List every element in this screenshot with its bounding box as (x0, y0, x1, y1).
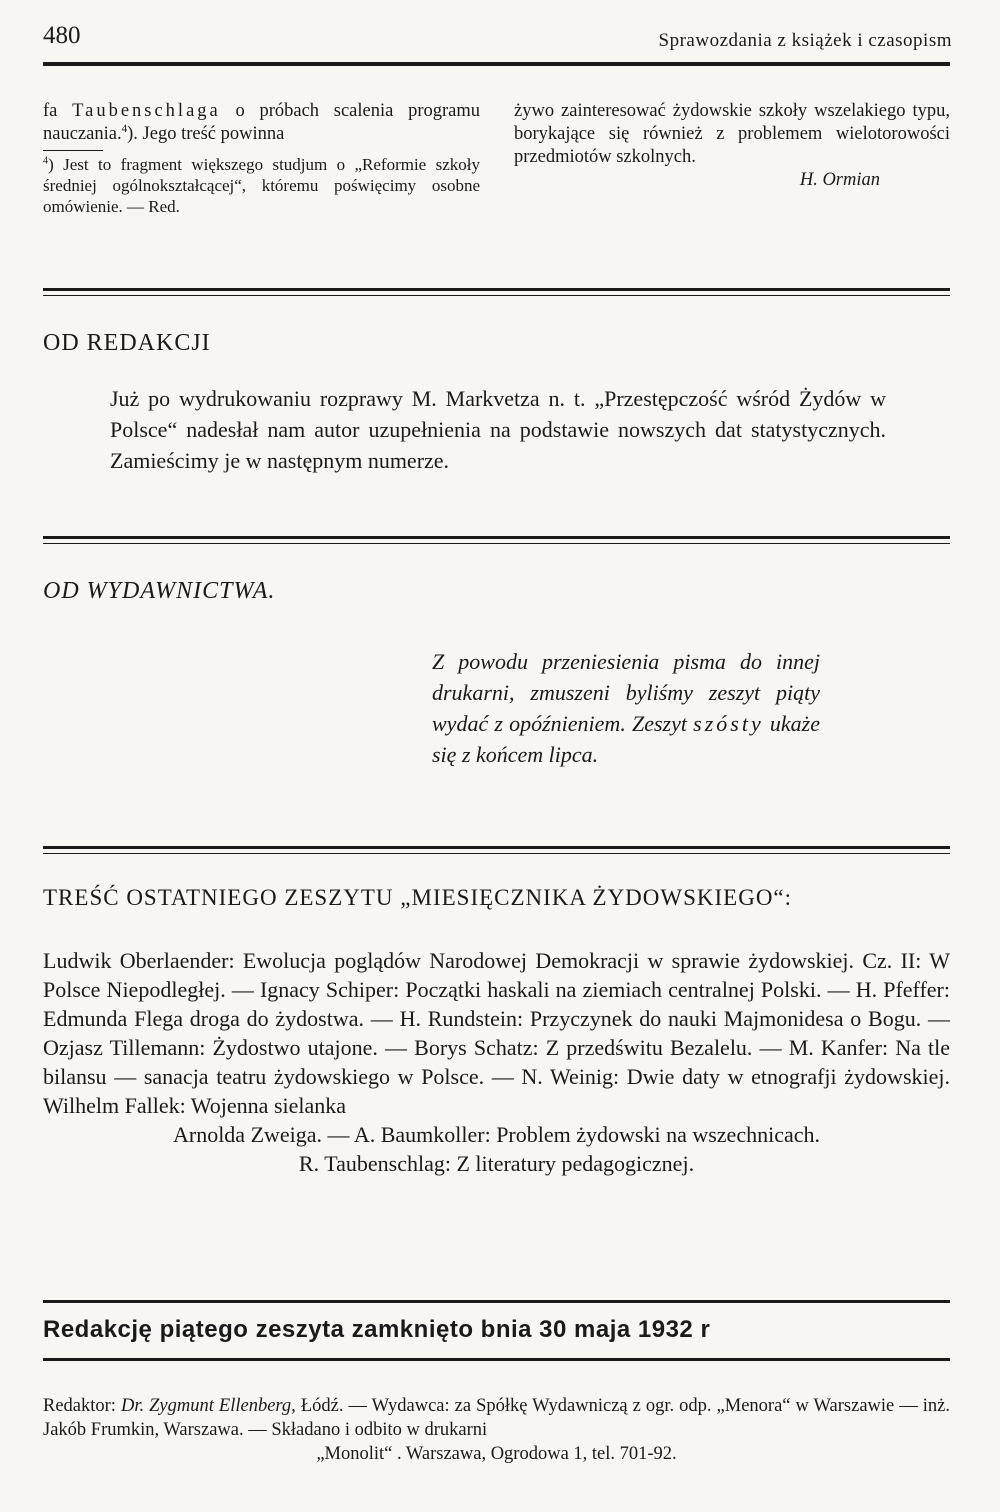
imprint-label: Redaktor: (43, 1396, 121, 1416)
left-column-text (43, 100, 480, 146)
page-number: 480 (43, 22, 81, 49)
spaced-name: Taubenschlaga (72, 101, 221, 121)
editor-name: Dr. Zygmunt Ellenberg, (120, 1396, 296, 1416)
text-fragment: Z powodu przeniesienia pisma do innej drukarni, zmuszeni byliśmy zeszyt piąty wydać z opóźnieniem. Zeszyt (432, 649, 820, 736)
text-fragment: programu nauczania. (43, 101, 480, 144)
right-column-text: żywo zainteresować żydowskie szkoły wszelakiego typu, borykające się również z problemem wielotorowości przedmiotów szkolnych. (514, 101, 950, 167)
tresc-heading: TREŚĆ OSTATNIEGO ZESZYTU „MIESIĘCZNIKA ŻYDOWSKIEGO“: (43, 885, 793, 910)
right-column (514, 100, 950, 192)
od-wydawnictwa-heading: OD WYDAWNICTWA. (43, 578, 276, 604)
imprint-last-line: „Monolit“ . Warszawa, Ogrodowa 1, tel. 701-92. (316, 1444, 677, 1464)
footnote-ref: 4 (121, 122, 128, 135)
tresc-text: Ludwik Oberlaender: Ewolucja poglądów Narodowej Demokracji w sprawie żydowskiej. Cz. II: W Polsce Niepodległej. — Ignacy Schiper: Początki haskali na ziemiach centralnej Polski. — H. Pfeffer: Edmunda Flega droga do żydostwa. — H. Rundstein: Przyczynek do nauki Majmonidesa o Bogu. — Ozjasz Tillemann: Żydostwo utajone. — Borys Schatz: Z przedświtu Bezalelu. — M. Kanfer: Na tle bilansu — sanacja teatru żydowskiego w Polsce. — N. Weinig: Dwie daty w etnografji żydowskiej. Wilhelm Fallek: Wojenna sielanka (43, 948, 950, 1118)
notice-rule-top (43, 1300, 950, 1303)
text-fragment: ukaże się z końcem lipca. (432, 711, 821, 767)
left-column (43, 100, 480, 217)
tresc-contents (43, 946, 950, 1178)
text-fragment: ). Jego treść powinna (127, 124, 285, 144)
header-rule (43, 62, 950, 66)
od-redakcji-text: Już po wydrukowaniu rozprawy M. Markvetza n. t. „Przestępczość wśród Żydów w Polsce“ nadesłał nam autor uzupełnienia na podstawie nowszych dat statystycznych. Zamieścimy je w następnym numerze. (110, 386, 886, 473)
od-wydawnictwa-text (432, 646, 820, 770)
tresc-line: Arnolda Zweiga. — A. Baumkoller: Problem żydowski na wszechnicach. (172, 1122, 820, 1147)
od-redakcji-heading: OD REDAKCJI (43, 330, 211, 356)
notice-rule-bottom (43, 1358, 950, 1361)
closing-notice: Redakcję piątego zeszyta zamknięto bnia 30 maja 1932 r (43, 1316, 711, 1343)
text-fragment: o próbach scalenia (220, 101, 394, 121)
imprint-text: Łódź. — Wydawca: za Spółkę Wydawniczą z ogr. odp. „Menora“ w Warszawie — inż. Jakób Frumkin, Warszawa. — Składano i odbito w drukarni (43, 1396, 951, 1440)
section-divider (43, 288, 950, 296)
footnote-text: ) Jest to fragment większego studjum o „Reformie szkoły średniej ogólnokształcącej“, któremu poświęcimy osobne omówienie. — Red. (43, 155, 480, 216)
tresc-line: R. Taubenschlag: Z literatury pedagogicznej. (298, 1151, 695, 1176)
footnote-separator (43, 150, 103, 151)
section-divider (43, 846, 950, 854)
spaced-word: szósty (693, 711, 764, 736)
footnote (43, 154, 480, 217)
text-fragment: fa (43, 101, 73, 121)
footnote-marker: 4 (43, 155, 49, 167)
running-head: Sprawozdania z książek i czasopism (658, 30, 952, 51)
section-divider (43, 536, 950, 544)
signature: H. Ormian (799, 170, 880, 190)
imprint (43, 1394, 950, 1466)
